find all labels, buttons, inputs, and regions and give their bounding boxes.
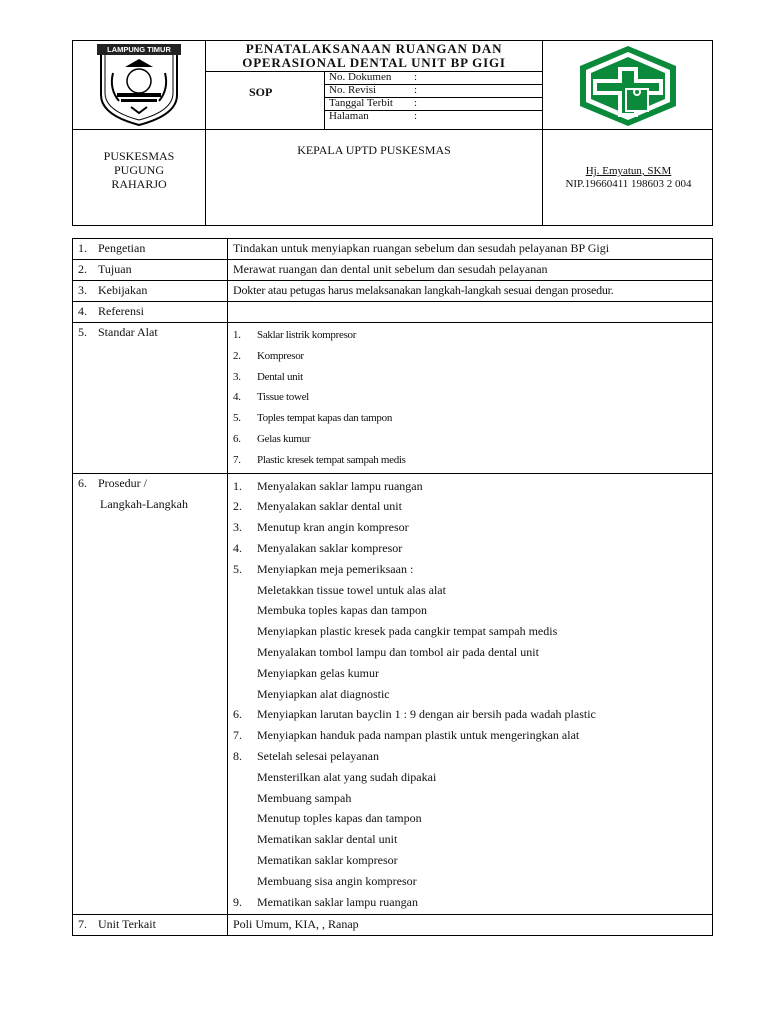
list-item-number: 7. — [233, 728, 242, 743]
list-item-number: 8. — [233, 748, 242, 763]
list-item — [233, 871, 707, 892]
row-text — [228, 302, 713, 323]
row-label: Kebijakan — [98, 283, 148, 297]
row-label-cont: Langkah-Langkah — [100, 496, 188, 511]
list-item — [233, 808, 707, 829]
list-item — [233, 580, 707, 601]
row-label: Tujuan — [98, 262, 132, 276]
org-name-line1: PUSKESMAS — [103, 149, 175, 163]
list-item — [233, 767, 707, 788]
row-number: 1. — [78, 241, 87, 255]
standar-alat-list — [233, 325, 707, 471]
sop-content-table — [72, 238, 713, 936]
list-item-text: Tissue towel — [257, 391, 309, 404]
list-item — [233, 367, 707, 388]
list-item-number: 6. — [233, 432, 241, 445]
row-number: 3. — [78, 283, 87, 297]
puskesmas-logo — [573, 43, 683, 129]
meta-sep: : — [414, 97, 418, 109]
list-item-number: 2. — [233, 499, 242, 514]
list-item-number: 4. — [233, 540, 242, 555]
list-item — [233, 496, 707, 517]
list-item-text: Mematikan saklar kompresor — [257, 852, 398, 867]
list-item-text: Menutup kran angin kompresor — [257, 520, 409, 535]
meta-halaman: Halaman — [329, 110, 369, 122]
list-item — [233, 325, 707, 346]
list-item-text: Menyiapkan larutan bayclin 1 : 9 dengan air bersih pada wadah plastic — [257, 707, 596, 722]
list-item — [233, 684, 707, 705]
list-item-text: Menyiapkan plastic kresek pada cangkir tempat sampah medis — [257, 624, 558, 639]
row-text: Poli Umum, KIA, , Ranap — [228, 915, 713, 936]
meta-no-dokumen: No. Dokumen — [329, 71, 392, 83]
list-item-text: Toples tempat kapas dan tampon — [257, 412, 393, 425]
list-item-text: Menyalakan saklar lampu ruangan — [257, 478, 423, 493]
list-item — [233, 429, 707, 450]
signer-name: Hj. Emyatun, SKM — [585, 165, 672, 177]
list-item-text: Menyalakan saklar dental unit — [257, 499, 402, 514]
list-item — [233, 346, 707, 367]
sop-label: SOP — [249, 85, 273, 99]
table-row — [73, 239, 713, 260]
list-item — [233, 476, 707, 497]
list-item-text: Saklar listrik kompresor — [257, 329, 357, 341]
list-item — [233, 892, 707, 913]
row-number: 2. — [78, 262, 87, 276]
sop-header — [72, 40, 713, 226]
list-item-text: Mematikan saklar dental unit — [257, 832, 398, 847]
list-item-number: 2. — [233, 349, 241, 362]
table-row — [73, 302, 713, 323]
table-row — [73, 260, 713, 281]
list-item — [233, 559, 707, 580]
meta-sep: : — [414, 110, 418, 122]
list-item — [233, 746, 707, 767]
meta-sep: : — [414, 71, 418, 83]
list-item-text: Meletakkan tissue towel untuk alas alat — [257, 582, 446, 597]
list-item-text: Plastic kresek tempat sampah medis — [257, 453, 406, 466]
row-text: Dokter atau petugas harus melaksanakan langkah-langkah sesuai dengan prosedur. — [228, 281, 713, 302]
list-item-number: 1. — [233, 478, 242, 493]
list-item-text: Dental unit — [257, 370, 303, 383]
list-item-text: Mematikan saklar lampu ruangan — [257, 894, 418, 909]
list-item-text: Gelas kumur — [257, 432, 311, 445]
row-number: 7. — [78, 917, 87, 932]
list-item-text: Mensterilkan alat yang sudah dipakai — [257, 769, 437, 784]
table-row — [73, 915, 713, 936]
table-row — [73, 281, 713, 302]
regency-logo-text: LAMPUNG TIMUR — [107, 45, 171, 54]
list-item-number: 4. — [233, 391, 241, 404]
list-item — [233, 517, 707, 538]
list-item-text: Membuang sampah — [257, 790, 352, 805]
list-item-text: Menyiapkan handuk pada nampan plastik untuk mengeringkan alat — [257, 728, 580, 743]
list-item-number: 3. — [233, 370, 241, 383]
list-item — [233, 408, 707, 429]
document-title-line1: PENATALAKSANAAN RUANGAN DAN — [245, 41, 503, 56]
list-item-text: Menyiapkan alat diagnostic — [257, 686, 390, 701]
table-row — [73, 473, 713, 915]
list-item-text: Menyalakan tombol lampu dan tombol air pada dental unit — [257, 644, 539, 659]
list-item-number: 5. — [233, 412, 241, 425]
list-item — [233, 387, 707, 408]
table-row — [73, 323, 713, 474]
list-item — [233, 642, 707, 663]
prosedur-list — [233, 476, 707, 913]
document-title-line2: OPERASIONAL DENTAL UNIT BP GIGI — [242, 55, 506, 70]
meta-no-revisi: No. Revisi — [329, 84, 377, 96]
list-item-text: Menyiapkan meja pemeriksaan : — [257, 561, 414, 576]
list-item — [233, 850, 707, 871]
row-label: Referensi — [98, 304, 144, 318]
list-item-number: 5. — [233, 561, 242, 576]
list-item-text: Menutup toples kapas dan tampon — [257, 811, 422, 826]
list-item — [233, 538, 707, 559]
meta-tanggal-terbit: Tanggal Terbit — [329, 97, 393, 109]
row-text: Tindakan untuk menyiapkan ruangan sebelum dan sesudah pelayanan BP Gigi — [228, 239, 713, 260]
list-item-number: 9. — [233, 894, 242, 909]
head-title: KEPALA UPTD PUSKESMAS — [297, 143, 451, 157]
signer-nip: NIP.19660411 198603 2 004 — [565, 178, 692, 190]
list-item — [233, 621, 707, 642]
list-item — [233, 725, 707, 746]
list-item-number: 6. — [233, 707, 242, 722]
row-number: 5. — [78, 325, 87, 339]
list-item — [233, 450, 707, 471]
org-name-line2: PUGUNG — [113, 163, 164, 177]
list-item-text: Setelah selesai pelayanan — [257, 748, 379, 763]
list-item — [233, 788, 707, 809]
row-text: Merawat ruangan dan dental unit sebelum dan sesudah pelayanan — [228, 260, 713, 281]
row-number: 4. — [78, 304, 87, 318]
row-label: Pengetian — [98, 241, 146, 255]
list-item-text: Membuang sisa angin kompresor — [257, 873, 417, 888]
list-item-number: 1. — [233, 329, 241, 341]
list-item — [233, 663, 707, 684]
list-item — [233, 704, 707, 725]
list-item-text: Menyiapkan gelas kumur — [257, 665, 379, 680]
list-item — [233, 829, 707, 850]
row-label: Prosedur / — [98, 475, 147, 490]
list-item-number: 3. — [233, 520, 242, 535]
list-item-number: 7. — [233, 453, 241, 466]
list-item-text: Menyalakan saklar kompresor — [257, 540, 403, 555]
row-label: Standar Alat — [98, 325, 158, 339]
org-name-line3: RAHARJO — [111, 177, 167, 191]
meta-sep: : — [414, 84, 418, 96]
regency-logo — [95, 43, 183, 127]
row-number: 6. — [78, 475, 87, 490]
list-item-text: Kompresor — [257, 349, 304, 362]
list-item-text: Membuka toples kapas dan tampon — [257, 603, 427, 618]
list-item — [233, 600, 707, 621]
row-label: Unit Terkait — [98, 917, 156, 932]
